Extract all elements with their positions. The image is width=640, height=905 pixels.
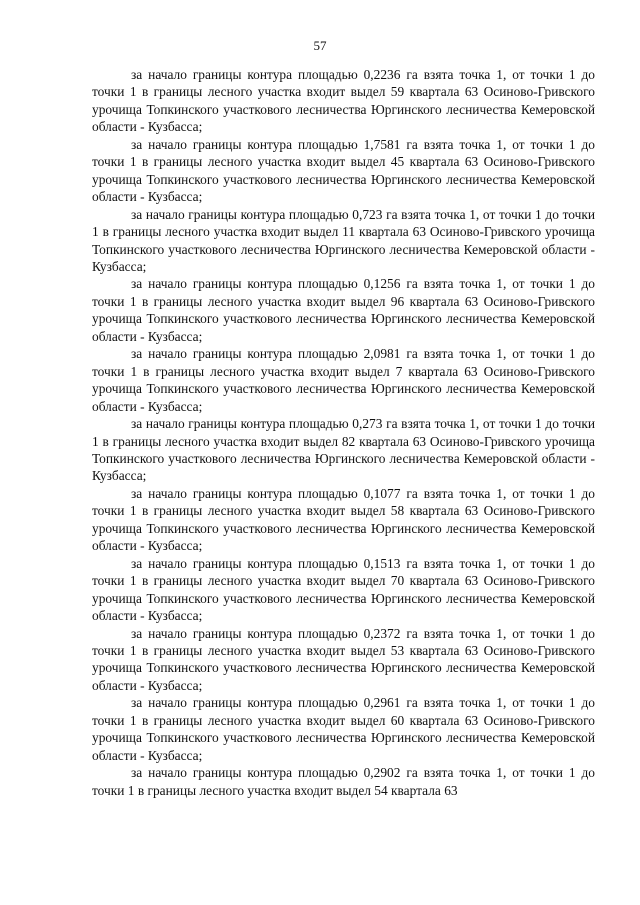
paragraph-contour-6: за начало границы контура площадью 0,273 га взята точка 1, от точки 1 до точки 1 в границы лесного участка входит выдел 82 квартала 63 Осиново-Гривского урочища Топкинского участкового лесничества Юргинского лесничества Кемеровской области - Кузбасса;: [92, 416, 595, 484]
page-number: 57: [313, 38, 327, 53]
paragraph-contour-8: за начало границы контура площадью 0,1513 га взята точка 1, от точки 1 до точки 1 в границы лесного участка входит выдел 70 квартала 63 Осиново-Гривского урочища Топкинского участкового лесничества Юргинского лесничества Кемеровской области - Кузбасса;: [92, 555, 595, 624]
document-body: [92, 66, 595, 799]
paragraph-contour-1: за начало границы контура площадью 0,2236 га взята точка 1, от точки 1 до точки 1 в границы лесного участка входит выдел 59 квартала 63 Осиново-Гривского урочища Топкинского участкового лесничества Юргинского лесничества Кемеровской области - Кузбасса;: [92, 67, 595, 135]
paragraph-contour-7: за начало границы контура площадью 0,1077 га взята точка 1, от точки 1 до точки 1 в границы лесного участка входит выдел 58 квартала 63 Осиново-Гривского урочища Топкинского участкового лесничества Юргинского лесничества Кемеровской области - Кузбасса;: [92, 485, 595, 554]
paragraph-contour-4: за начало границы контура площадью 0,1256 га взята точка 1, от точки 1 до точки 1 в границы лесного участка входит выдел 96 квартала 63 Осиново-Гривского урочища Топкинского участкового лесничества Юргинского лесничества Кемеровской области - Кузбасса;: [92, 276, 595, 344]
paragraph-contour-10: за начало границы контура площадью 0,2961 га взята точка 1, от точки 1 до точки 1 в границы лесного участка входит выдел 60 квартала 63 Осиново-Гривского урочища Топкинского участкового лесничества Юргинского лесничества Кемеровской области - Кузбасса;: [92, 695, 595, 763]
paragraph-contour-11: за начало границы контура площадью 0,2902 га взята точка 1, от точки 1 до точки 1 в границы лесного участка входит выдел 54 квартала 63: [92, 765, 595, 798]
paragraph-contour-5: за начало границы контура площадью 2,0981 га взята точка 1, от точки 1 до точки 1 в границы лесного участка входит выдел 7 квартала 63 Осиново-Гривского урочища Топкинского участкового лесничества Юргинского лесничества Кемеровской области - Кузбасса;: [92, 346, 595, 414]
paragraph-contour-3: за начало границы контура площадью 0,723 га взята точка 1, от точки 1 до точки 1 в границы лесного участка входит выдел 11 квартала 63 Осиново-Гривского урочища Топкинского участкового лесничества Юргинского лесничества Кемеровской области - Кузбасса;: [92, 206, 595, 274]
paragraph-contour-9: за начало границы контура площадью 0,2372 га взята точка 1, от точки 1 до точки 1 в границы лесного участка входит выдел 53 квартала 63 Осиново-Гривского урочища Топкинского участкового лесничества Юргинского лесничества Кемеровской области - Кузбасса;: [92, 625, 595, 693]
paragraph-contour-2: за начало границы контура площадью 1,7581 га взята точка 1, от точки 1 до точки 1 в границы лесного участка входит выдел 45 квартала 63 Осиново-Гривского урочища Топкинского участкового лесничества Юргинского лесничества Кемеровской области - Кузбасса;: [92, 136, 595, 205]
